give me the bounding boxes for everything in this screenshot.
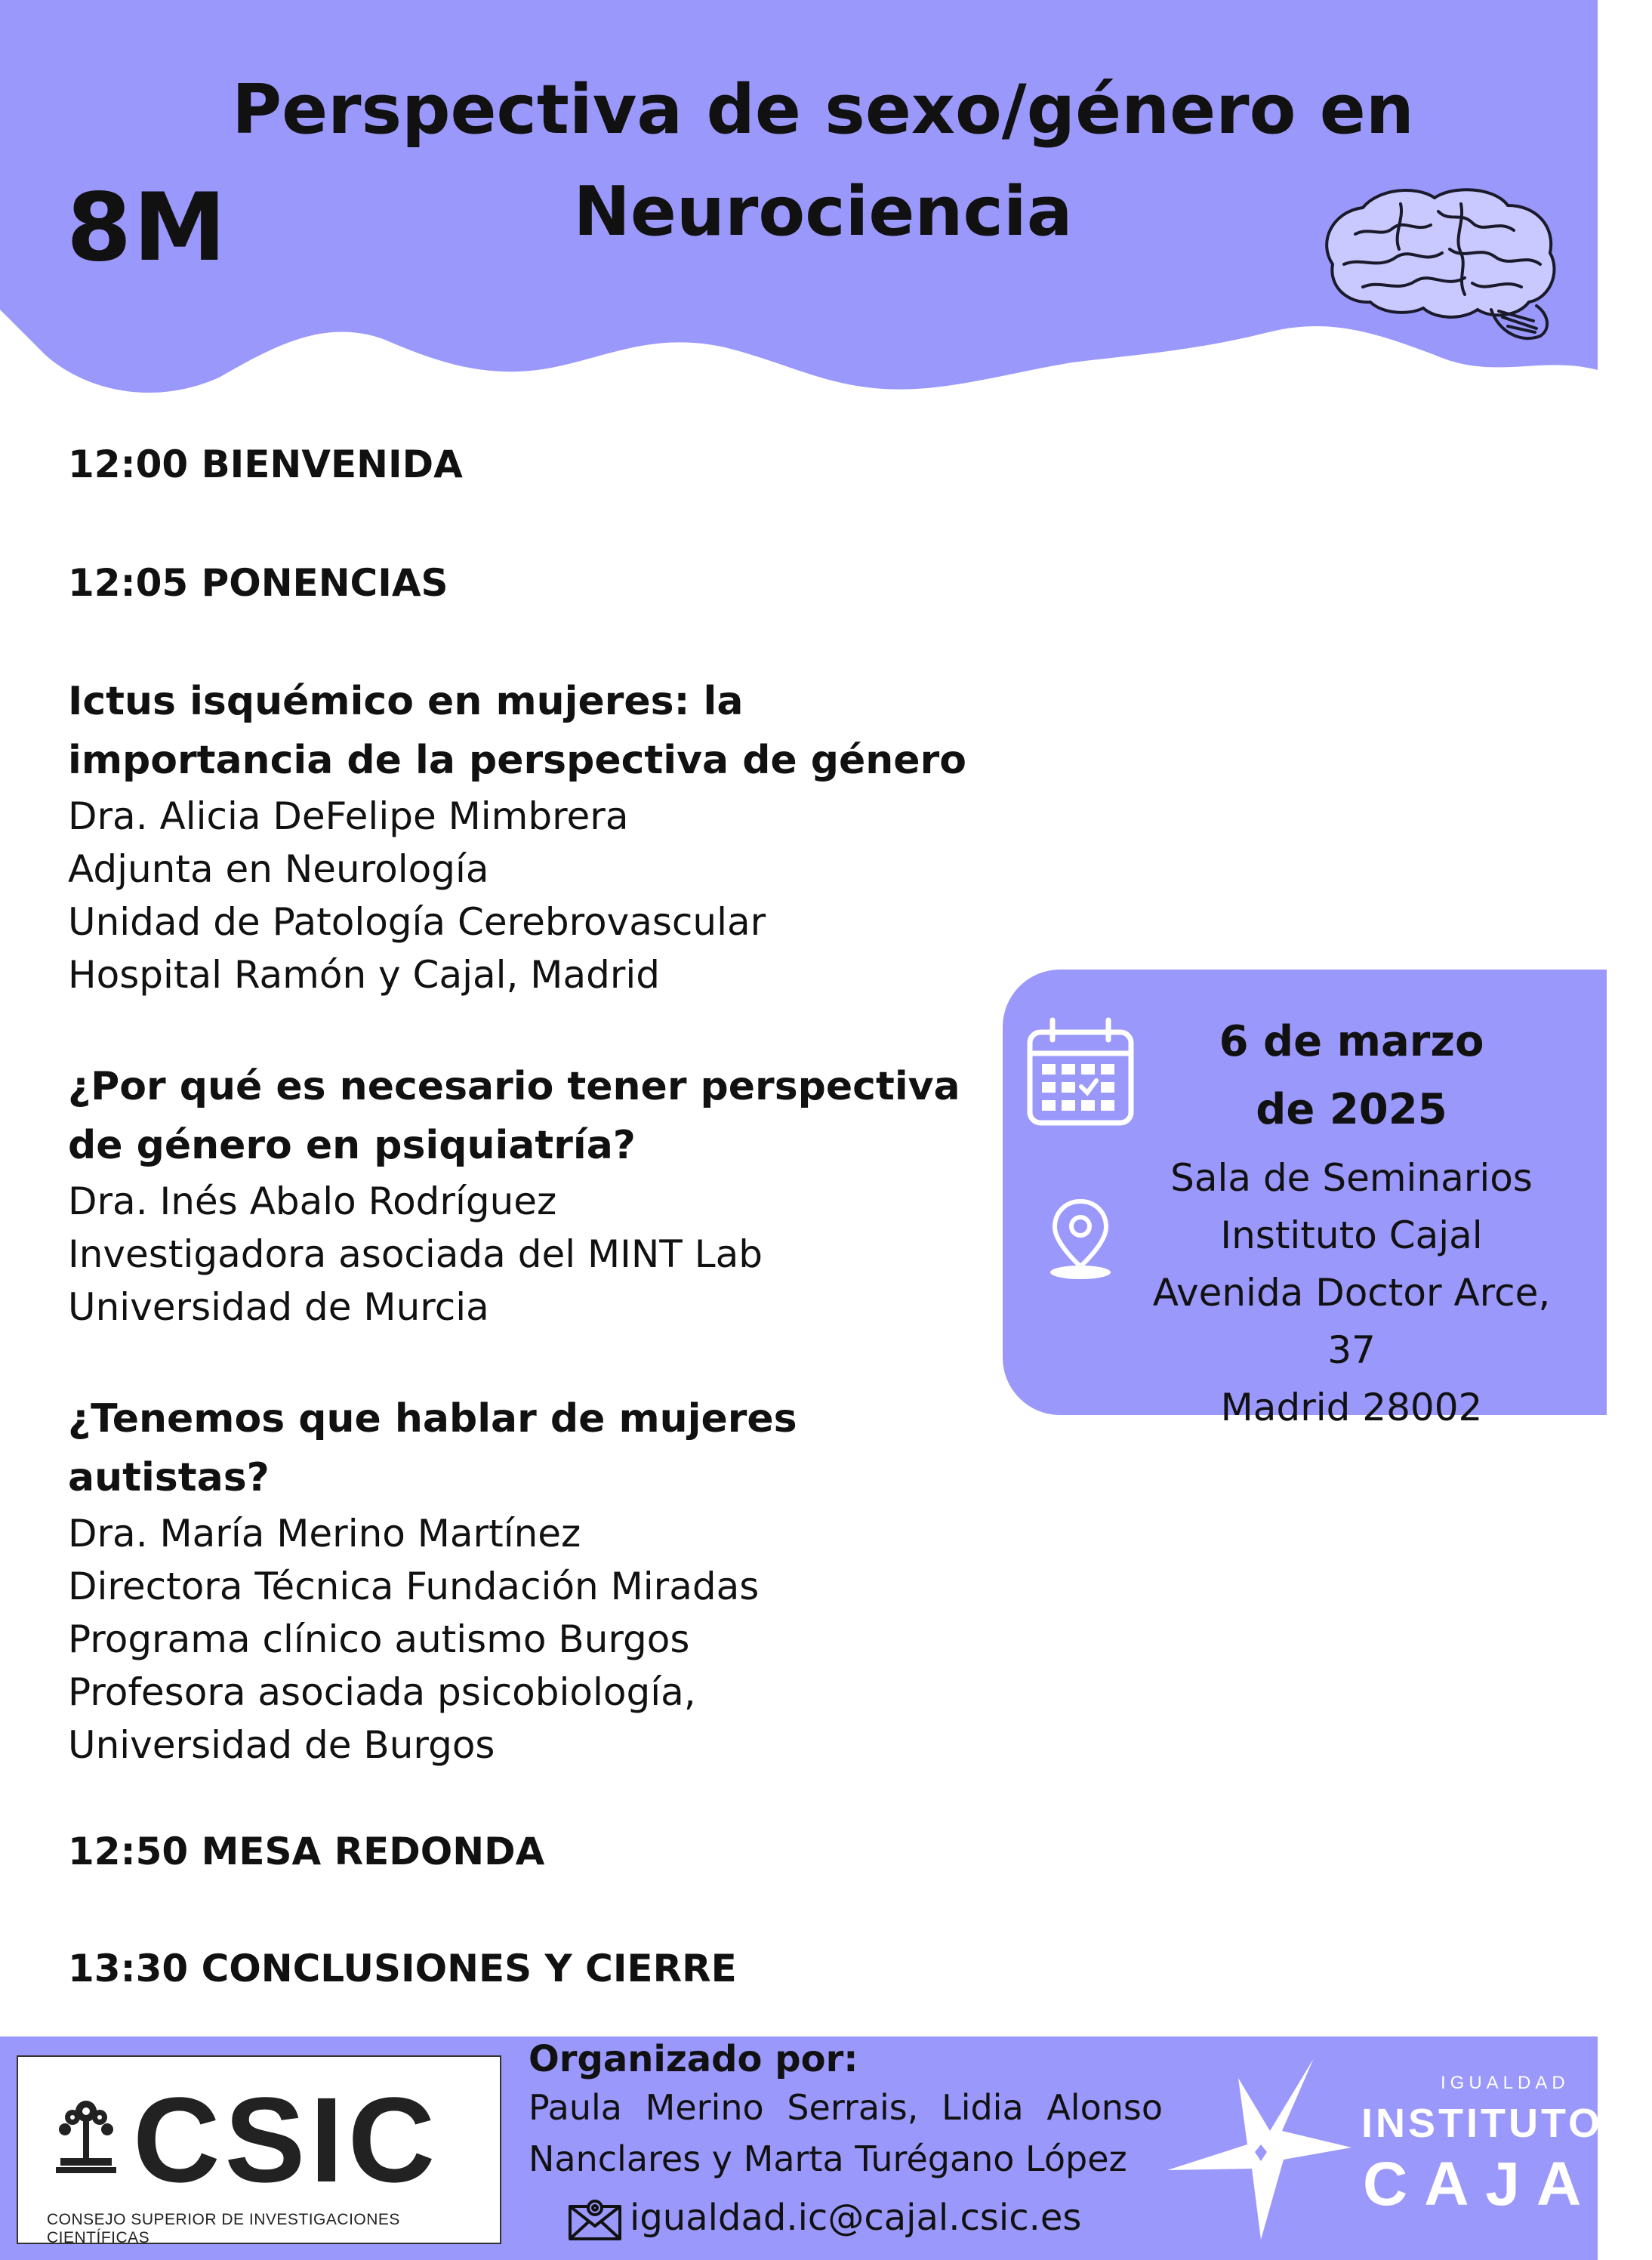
talk-1 xyxy=(68,672,966,1001)
talk-title xyxy=(68,1389,797,1507)
event-venue xyxy=(1125,1149,1578,1436)
organizers xyxy=(529,2082,1163,2184)
event-date xyxy=(1133,1008,1570,1144)
speaker-name: Dra. María Merino Martínez xyxy=(68,1512,581,1555)
contact-email[interactable]: igualdad.ic@cajal.csic.es xyxy=(630,2197,1082,2239)
date-line: de 2025 xyxy=(1256,1085,1447,1134)
csic-crest-icon xyxy=(50,2095,122,2178)
talk-3 xyxy=(68,1389,797,1771)
organizers-line: Nanclares y Marta Turégano López xyxy=(529,2138,1127,2179)
speaker-detail: Directora Técnica Fundación Miradas xyxy=(68,1565,760,1608)
speaker-name: Dra. Alicia DeFelipe Mimbrera xyxy=(68,794,629,838)
program-talks-header xyxy=(68,557,448,609)
csic-logo-text: CSIC xyxy=(133,2072,440,2207)
schedule-item: 13:30 CONCLUSIONES Y CIERRE xyxy=(68,1947,737,1990)
program-round-table xyxy=(68,1825,544,1878)
venue-line: Madrid 28002 xyxy=(1220,1386,1483,1429)
speaker-detail: Unidad de Patología Cerebrovascular xyxy=(68,900,766,944)
title-line: Perspectiva de sexo/género en xyxy=(232,70,1414,150)
speaker-detail: Universidad de Burgos xyxy=(68,1723,495,1767)
organizers-line: Paula Merino Serrais, Lidia Alonso xyxy=(529,2087,1163,2128)
speaker-detail: Adjunta en Neurología xyxy=(68,847,489,891)
star-logo-icon xyxy=(1163,2055,1359,2244)
brain-illustration xyxy=(1310,181,1563,351)
logo-instituto-text: INSTITUTO xyxy=(1361,2101,1604,2146)
talk-title-line: Ictus isquémico en mujeres: la xyxy=(68,679,744,724)
schedule-item: 12:05 PONENCIAS xyxy=(68,561,448,605)
speaker-detail: Universidad de Murcia xyxy=(68,1285,489,1329)
calendar-icon xyxy=(1025,1016,1136,1127)
talk-2 xyxy=(68,1057,960,1333)
speaker-detail: Programa clínico autismo Burgos xyxy=(68,1617,690,1661)
8m-tag: 8M xyxy=(66,174,228,282)
schedule-item: 12:00 BIENVENIDA xyxy=(68,442,463,486)
organized-by-label: Organizado por: xyxy=(529,2038,858,2080)
talk-title-line: ¿Por qué es necesario tener perspectiva xyxy=(68,1064,960,1109)
talk-title xyxy=(68,1057,960,1175)
logo-igualdad-text: IGUALDAD xyxy=(1441,2073,1570,2093)
talk-title-line: autistas? xyxy=(68,1455,270,1500)
talk-title xyxy=(68,672,966,790)
logo-cajal-text: CAJAL xyxy=(1363,2150,1652,2218)
venue-line: Sala de Seminarios xyxy=(1170,1156,1533,1200)
date-line: 6 de marzo xyxy=(1219,1017,1484,1066)
csic-subtitle: CONSEJO SUPERIOR DE INVESTIGACIONES CIENTÍFICAS xyxy=(47,2211,400,2246)
title-line: Neurociencia xyxy=(573,172,1073,251)
location-pin-icon xyxy=(1046,1197,1115,1281)
venue-line: Avenida Doctor Arce, 37 xyxy=(1152,1271,1551,1372)
talk-title-line: ¿Tenemos que hablar de mujeres xyxy=(68,1396,797,1441)
speaker-detail: Profesora asociada psicobiología, xyxy=(68,1670,696,1714)
talk-title-line: importancia de la perspectiva de género xyxy=(68,738,966,783)
speaker-name: Dra. Inés Abalo Rodríguez xyxy=(68,1179,557,1223)
venue-line: Instituto Cajal xyxy=(1220,1213,1483,1257)
page-title xyxy=(196,59,1450,263)
program-closing xyxy=(68,1942,737,1995)
talk-title-line: de género en psiquiatría? xyxy=(68,1123,636,1168)
speaker-detail: Hospital Ramón y Cajal, Madrid xyxy=(68,953,661,997)
schedule-item: 12:50 MESA REDONDA xyxy=(68,1830,545,1873)
program-welcome xyxy=(68,438,463,491)
speaker-detail: Investigadora asociada del MINT Lab xyxy=(68,1232,763,1276)
email-icon xyxy=(568,2197,622,2241)
